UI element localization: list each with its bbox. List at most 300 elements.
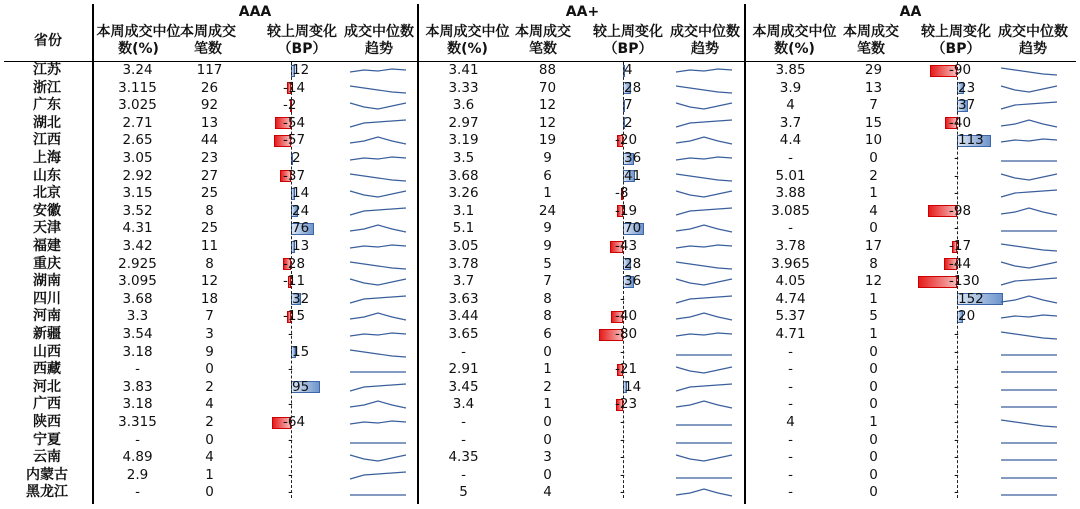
median-value: - bbox=[461, 431, 466, 448]
province-label: 重庆 bbox=[33, 255, 61, 272]
group-title-aa-plus: AA+ bbox=[565, 4, 600, 20]
trend-sparkline bbox=[350, 134, 406, 148]
count-value: 3 bbox=[205, 326, 214, 342]
median-value: 3.085 bbox=[771, 202, 810, 219]
median-value: 5 bbox=[459, 484, 468, 501]
median-value: 3.33 bbox=[448, 79, 479, 96]
trend-sparkline bbox=[350, 222, 406, 236]
bp-value: 20 bbox=[958, 308, 976, 325]
bp-value: -40 bbox=[949, 114, 972, 131]
count-value: 0 bbox=[869, 361, 878, 378]
col-header-bp: 较上周变化（BP） bbox=[921, 24, 991, 57]
trend-sparkline bbox=[676, 381, 732, 395]
bp-value: 23 bbox=[958, 79, 976, 96]
count-value: 25 bbox=[200, 220, 219, 237]
bp-value: - bbox=[288, 326, 293, 342]
bp-value: -11 bbox=[283, 273, 306, 290]
bp-value: - bbox=[288, 466, 293, 483]
median-value: 3.15 bbox=[122, 185, 153, 202]
bp-value: -98 bbox=[949, 202, 972, 219]
count-value: 0 bbox=[869, 343, 878, 360]
median-value: 3.65 bbox=[448, 326, 479, 342]
median-value: 3.05 bbox=[122, 150, 153, 166]
trend-sparkline bbox=[676, 222, 732, 236]
trend-sparkline bbox=[1001, 469, 1057, 483]
median-value: 4.35 bbox=[448, 449, 479, 466]
bp-value: 12 bbox=[292, 62, 310, 78]
count-value: 0 bbox=[869, 484, 878, 501]
province-label: 江苏 bbox=[33, 62, 61, 78]
count-value: 29 bbox=[864, 62, 883, 78]
bp-value: - bbox=[620, 466, 625, 483]
median-value: 3.025 bbox=[118, 97, 157, 114]
count-value: 0 bbox=[205, 431, 214, 448]
bp-value: -90 bbox=[949, 62, 972, 78]
count-value: 70 bbox=[538, 79, 557, 96]
median-value: - bbox=[461, 343, 466, 360]
bp-value: -19 bbox=[615, 202, 638, 219]
trend-sparkline bbox=[676, 82, 732, 96]
trend-sparkline bbox=[350, 205, 406, 219]
median-value: 2.925 bbox=[118, 255, 157, 272]
median-value: 2.9 bbox=[126, 466, 149, 483]
median-value: 5.1 bbox=[452, 220, 475, 237]
province-label: 天津 bbox=[33, 220, 61, 237]
median-value: 3.78 bbox=[775, 238, 806, 254]
median-value: 3.41 bbox=[448, 62, 479, 78]
median-value: 3.78 bbox=[448, 255, 479, 272]
trend-sparkline bbox=[1001, 434, 1057, 448]
province-label: 西藏 bbox=[33, 361, 61, 378]
count-value: 4 bbox=[543, 484, 552, 501]
bp-value: - bbox=[288, 484, 293, 501]
col-header-trend: 成交中位数趋势 bbox=[998, 24, 1068, 57]
trend-sparkline bbox=[350, 64, 406, 78]
median-value: 3.68 bbox=[448, 167, 479, 184]
bp-value: -14 bbox=[283, 79, 306, 96]
trend-sparkline bbox=[350, 82, 406, 96]
bp-value: - bbox=[954, 185, 959, 202]
median-value: - bbox=[135, 431, 140, 448]
trend-sparkline bbox=[676, 310, 732, 324]
median-value: - bbox=[788, 466, 793, 483]
trend-sparkline bbox=[350, 117, 406, 131]
bp-value: -40 bbox=[615, 308, 638, 325]
count-value: 17 bbox=[864, 238, 883, 254]
bp-value: - bbox=[954, 326, 959, 342]
median-value: 2.65 bbox=[122, 132, 153, 149]
group-title-aaa: AAA bbox=[238, 4, 272, 20]
bp-value: 36 bbox=[624, 150, 642, 166]
group-title-aa: AA bbox=[899, 4, 922, 20]
median-value: 4.31 bbox=[122, 220, 153, 237]
count-value: 0 bbox=[869, 431, 878, 448]
bp-value: - bbox=[620, 449, 625, 466]
province-label: 湖南 bbox=[33, 273, 61, 290]
median-value: 3.05 bbox=[448, 238, 479, 254]
province-header: 省份 bbox=[34, 33, 62, 49]
trend-sparkline bbox=[676, 328, 732, 342]
bp-zero-axis bbox=[957, 62, 958, 498]
bp-value: - bbox=[620, 343, 625, 360]
bp-value: -80 bbox=[615, 326, 638, 342]
col-header-trend: 成交中位数趋势 bbox=[344, 24, 414, 57]
count-value: 0 bbox=[543, 466, 552, 483]
trend-sparkline bbox=[1001, 346, 1057, 360]
count-value: 12 bbox=[538, 97, 557, 114]
trend-sparkline bbox=[676, 258, 732, 272]
median-value: 3.4 bbox=[452, 396, 475, 413]
median-value: 3.44 bbox=[448, 308, 479, 325]
province-label: 浙江 bbox=[33, 79, 61, 96]
count-value: 27 bbox=[200, 167, 219, 184]
median-value: 3.095 bbox=[118, 273, 157, 290]
trend-sparkline bbox=[676, 205, 732, 219]
median-value: 4.4 bbox=[779, 132, 802, 149]
count-value: 9 bbox=[205, 343, 214, 360]
count-value: 8 bbox=[543, 308, 552, 325]
median-value: 3.18 bbox=[122, 343, 153, 360]
bp-value: -2 bbox=[283, 97, 297, 114]
count-value: 88 bbox=[538, 62, 557, 78]
count-value: 1 bbox=[869, 290, 878, 307]
bp-value: - bbox=[954, 484, 959, 501]
median-value: 5.01 bbox=[775, 167, 806, 184]
count-value: 0 bbox=[869, 449, 878, 466]
median-value: 3.45 bbox=[448, 378, 479, 395]
trend-sparkline bbox=[676, 398, 732, 412]
trend-sparkline bbox=[1001, 240, 1057, 254]
count-value: 117 bbox=[196, 62, 223, 78]
bp-value: - bbox=[954, 449, 959, 466]
median-value: - bbox=[135, 361, 140, 378]
bp-value: 36 bbox=[624, 273, 642, 290]
median-value: 3.85 bbox=[775, 62, 806, 78]
count-value: 0 bbox=[869, 466, 878, 483]
trend-sparkline bbox=[350, 381, 406, 395]
bp-value: 28 bbox=[624, 255, 642, 272]
province-label: 新疆 bbox=[33, 326, 61, 342]
count-value: 8 bbox=[205, 202, 214, 219]
col-header-median: 本周成交中位数(%) bbox=[752, 24, 837, 57]
col-header-count: 本周成交笔数 bbox=[843, 24, 899, 57]
divider-aaa bbox=[417, 4, 419, 504]
count-value: 92 bbox=[200, 97, 219, 114]
trend-sparkline bbox=[1001, 363, 1057, 377]
count-value: 19 bbox=[538, 132, 557, 149]
trend-sparkline bbox=[350, 275, 406, 289]
median-value: - bbox=[788, 150, 793, 166]
median-value: - bbox=[788, 343, 793, 360]
col-header-count: 本周成交笔数 bbox=[180, 24, 236, 57]
trend-sparkline bbox=[350, 451, 406, 465]
bp-value: 41 bbox=[624, 167, 642, 184]
col-header-bp: 较上周变化（BP） bbox=[593, 24, 663, 57]
bp-value: - bbox=[954, 343, 959, 360]
count-value: 0 bbox=[869, 150, 878, 166]
trend-sparkline bbox=[1001, 170, 1057, 184]
median-value: 3.68 bbox=[122, 290, 153, 307]
count-value: 1 bbox=[869, 185, 878, 202]
province-label: 山西 bbox=[33, 343, 61, 360]
province-label: 内蒙古 bbox=[26, 466, 68, 483]
median-value: 3.7 bbox=[452, 273, 475, 290]
bp-value: - bbox=[954, 396, 959, 413]
col-header-bp: 较上周变化（BP） bbox=[267, 24, 337, 57]
count-value: 5 bbox=[543, 255, 552, 272]
count-value: 4 bbox=[205, 449, 214, 466]
province-label: 河北 bbox=[33, 378, 61, 395]
count-value: 12 bbox=[200, 273, 219, 290]
median-value: 3.26 bbox=[448, 185, 479, 202]
trend-sparkline bbox=[676, 346, 732, 360]
count-value: 0 bbox=[543, 414, 552, 430]
median-value: 3.965 bbox=[771, 255, 810, 272]
trend-sparkline bbox=[350, 434, 406, 448]
count-value: 1 bbox=[869, 414, 878, 430]
trend-sparkline bbox=[1001, 134, 1057, 148]
trend-sparkline bbox=[350, 416, 406, 430]
trend-sparkline bbox=[676, 486, 732, 500]
trend-sparkline bbox=[1001, 486, 1057, 500]
count-value: 7 bbox=[205, 308, 214, 325]
count-value: 0 bbox=[869, 378, 878, 395]
bp-value: 70 bbox=[624, 220, 642, 237]
bp-value: - bbox=[620, 484, 625, 501]
count-value: 8 bbox=[869, 255, 878, 272]
median-value: 4 bbox=[786, 414, 795, 430]
col-header-median: 本周成交中位数(%) bbox=[425, 24, 510, 57]
bp-value: -57 bbox=[283, 132, 306, 149]
divider-aa-plus bbox=[744, 4, 746, 504]
province-label: 广西 bbox=[33, 396, 61, 413]
trend-sparkline bbox=[350, 469, 406, 483]
bp-value: - bbox=[620, 290, 625, 307]
trend-sparkline bbox=[676, 416, 732, 430]
count-value: 4 bbox=[205, 396, 214, 413]
median-value: 3.6 bbox=[452, 97, 475, 114]
count-value: 1 bbox=[543, 185, 552, 202]
bp-value: 37 bbox=[958, 97, 976, 114]
count-value: 2 bbox=[543, 378, 552, 395]
trend-sparkline bbox=[676, 134, 732, 148]
bp-value: - bbox=[954, 378, 959, 395]
bp-zero-axis bbox=[291, 62, 292, 498]
median-value: - bbox=[788, 220, 793, 237]
count-value: 13 bbox=[864, 79, 883, 96]
trend-sparkline bbox=[350, 293, 406, 307]
median-value: 4.71 bbox=[775, 326, 806, 342]
province-label: 宁夏 bbox=[33, 431, 61, 448]
province-label: 云南 bbox=[33, 449, 61, 466]
count-value: 12 bbox=[864, 273, 883, 290]
median-value: 2.97 bbox=[448, 114, 479, 131]
count-value: 7 bbox=[869, 97, 878, 114]
bp-value: 13 bbox=[292, 238, 310, 254]
bp-value: - bbox=[620, 431, 625, 448]
trend-sparkline bbox=[350, 187, 406, 201]
median-value: 3.5 bbox=[452, 150, 475, 166]
bp-value: 2 bbox=[292, 150, 301, 166]
trend-sparkline bbox=[350, 363, 406, 377]
bp-value: - bbox=[954, 414, 959, 430]
median-value: 3.315 bbox=[118, 414, 157, 430]
median-value: 3.54 bbox=[122, 326, 153, 342]
count-value: 9 bbox=[543, 150, 552, 166]
count-value: 0 bbox=[205, 361, 214, 378]
trend-sparkline bbox=[676, 363, 732, 377]
bp-value: -17 bbox=[949, 238, 972, 254]
bp-value: - bbox=[288, 361, 293, 378]
bp-value: 95 bbox=[292, 378, 310, 395]
trend-sparkline bbox=[350, 346, 406, 360]
bp-value: - bbox=[288, 449, 293, 466]
median-value: - bbox=[788, 484, 793, 501]
median-value: 3.7 bbox=[779, 114, 802, 131]
median-value: - bbox=[135, 484, 140, 501]
bp-value: 15 bbox=[292, 343, 310, 360]
bp-value: 113 bbox=[958, 132, 984, 149]
trend-sparkline bbox=[676, 275, 732, 289]
count-value: 1 bbox=[543, 396, 552, 413]
bp-value: - bbox=[954, 431, 959, 448]
count-value: 15 bbox=[864, 114, 883, 131]
trend-sparkline bbox=[676, 434, 732, 448]
count-value: 2 bbox=[869, 167, 878, 184]
trend-sparkline bbox=[1001, 152, 1057, 166]
trend-sparkline bbox=[350, 240, 406, 254]
median-value: 3.9 bbox=[779, 79, 802, 96]
median-value: 3.52 bbox=[122, 202, 153, 219]
median-value: 3.1 bbox=[452, 202, 475, 219]
trend-sparkline bbox=[676, 64, 732, 78]
bp-value: 28 bbox=[624, 79, 642, 96]
median-value: 4.89 bbox=[122, 449, 153, 466]
bp-value: 2 bbox=[624, 114, 633, 131]
trend-sparkline bbox=[676, 152, 732, 166]
trend-sparkline bbox=[676, 469, 732, 483]
count-value: 2 bbox=[205, 378, 214, 395]
count-value: 1 bbox=[543, 361, 552, 378]
count-value: 13 bbox=[200, 114, 219, 131]
count-value: 11 bbox=[200, 238, 219, 254]
trend-sparkline bbox=[676, 293, 732, 307]
trend-sparkline bbox=[676, 187, 732, 201]
bp-value: -44 bbox=[949, 255, 972, 272]
bp-value: -15 bbox=[283, 308, 306, 325]
count-value: 23 bbox=[200, 150, 219, 166]
median-value: - bbox=[788, 396, 793, 413]
count-value: 1 bbox=[205, 466, 214, 483]
count-value: 7 bbox=[543, 273, 552, 290]
bp-value: -21 bbox=[615, 361, 638, 378]
trend-sparkline bbox=[1001, 293, 1057, 307]
bp-value: -43 bbox=[615, 238, 638, 254]
trend-sparkline bbox=[1001, 99, 1057, 113]
median-value: 2.92 bbox=[122, 167, 153, 184]
trend-sparkline bbox=[676, 240, 732, 254]
trend-sparkline bbox=[1001, 117, 1057, 131]
count-value: 18 bbox=[200, 290, 219, 307]
trend-sparkline bbox=[676, 451, 732, 465]
trend-sparkline bbox=[1001, 205, 1057, 219]
count-value: 3 bbox=[543, 449, 552, 466]
trend-sparkline bbox=[1001, 398, 1057, 412]
bp-value: -28 bbox=[283, 255, 306, 272]
count-value: 2 bbox=[205, 414, 214, 430]
trend-sparkline bbox=[350, 328, 406, 342]
bp-value: 152 bbox=[958, 290, 984, 307]
count-value: 1 bbox=[869, 326, 878, 342]
count-value: 0 bbox=[869, 220, 878, 237]
median-value: 3.42 bbox=[122, 238, 153, 254]
count-value: 8 bbox=[205, 255, 214, 272]
count-value: 5 bbox=[869, 308, 878, 325]
trend-sparkline bbox=[1001, 328, 1057, 342]
count-value: 24 bbox=[538, 202, 557, 219]
province-label: 福建 bbox=[33, 238, 61, 254]
bp-value: 24 bbox=[292, 202, 310, 219]
median-value: 5.37 bbox=[775, 308, 806, 325]
median-value: - bbox=[788, 449, 793, 466]
province-label: 黑龙江 bbox=[26, 484, 68, 501]
trend-sparkline bbox=[350, 310, 406, 324]
trend-sparkline bbox=[1001, 451, 1057, 465]
median-value: - bbox=[788, 361, 793, 378]
trend-sparkline bbox=[1001, 64, 1057, 78]
count-value: 25 bbox=[200, 185, 219, 202]
count-value: 44 bbox=[200, 132, 219, 149]
bp-value: -23 bbox=[615, 396, 638, 413]
trend-sparkline bbox=[1001, 222, 1057, 236]
province-label: 湖北 bbox=[33, 114, 61, 131]
median-value: 3.18 bbox=[122, 396, 153, 413]
bp-value: -130 bbox=[949, 273, 980, 290]
median-value: 4.05 bbox=[775, 273, 806, 290]
count-value: 4 bbox=[869, 202, 878, 219]
trend-sparkline bbox=[1001, 310, 1057, 324]
median-value: 4.74 bbox=[775, 290, 806, 307]
median-value: - bbox=[461, 414, 466, 430]
trend-sparkline bbox=[350, 99, 406, 113]
bp-value: -8 bbox=[615, 185, 629, 202]
trend-sparkline bbox=[676, 170, 732, 184]
count-value: 9 bbox=[543, 238, 552, 254]
bp-zero-axis bbox=[623, 62, 624, 498]
bp-value: 14 bbox=[624, 378, 642, 395]
bp-value: 32 bbox=[292, 290, 310, 307]
province-label: 河南 bbox=[33, 308, 61, 325]
bp-value: - bbox=[620, 414, 625, 430]
province-label: 北京 bbox=[33, 185, 61, 202]
count-value: 0 bbox=[205, 484, 214, 501]
count-value: 6 bbox=[543, 326, 552, 342]
median-value: 3.19 bbox=[448, 132, 479, 149]
median-value: - bbox=[788, 431, 793, 448]
province-label: 山东 bbox=[33, 167, 61, 184]
province-label: 陕西 bbox=[33, 414, 61, 430]
median-value: 2.71 bbox=[122, 114, 153, 131]
province-label: 四川 bbox=[33, 290, 61, 307]
median-value: 3.115 bbox=[118, 79, 157, 96]
trend-sparkline bbox=[350, 486, 406, 500]
trend-sparkline bbox=[1001, 258, 1057, 272]
trend-sparkline bbox=[1001, 381, 1057, 395]
count-value: 26 bbox=[200, 79, 219, 96]
median-value: 2.91 bbox=[448, 361, 479, 378]
count-value: 6 bbox=[543, 167, 552, 184]
divider-province bbox=[92, 4, 94, 504]
